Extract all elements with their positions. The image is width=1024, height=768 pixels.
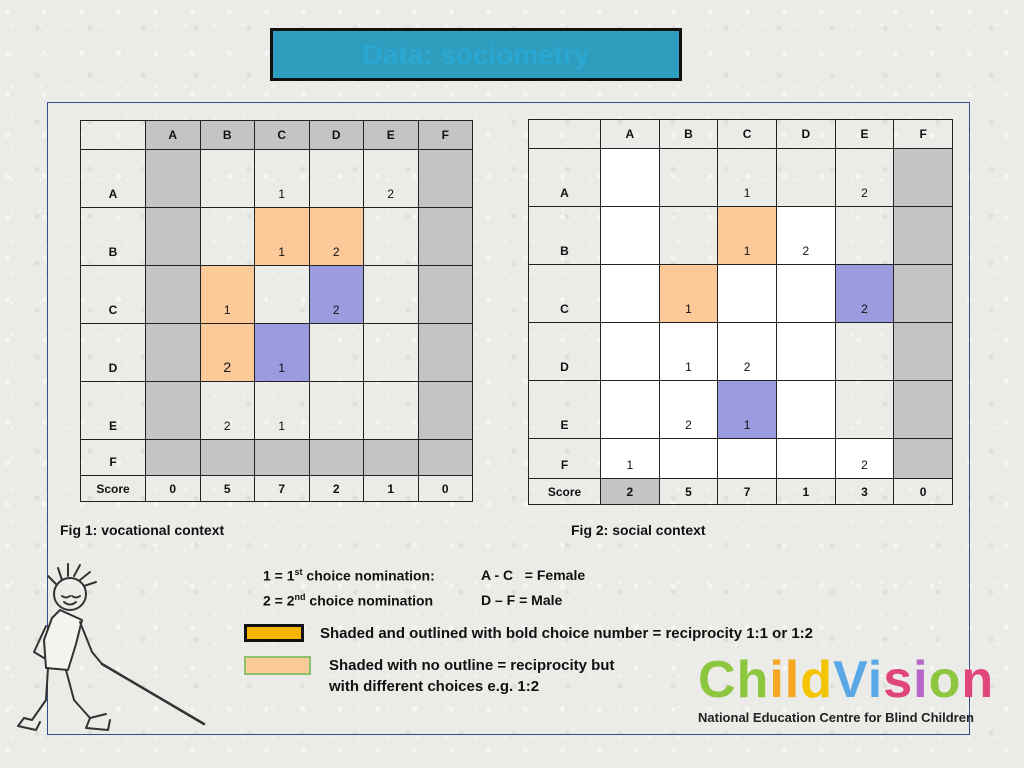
table-cell: 1 xyxy=(718,149,777,207)
table-cell xyxy=(776,439,835,479)
table-cell xyxy=(146,208,201,266)
column-header: E xyxy=(364,121,419,150)
swatch-bold-outline xyxy=(244,624,304,642)
score-cell: 2 xyxy=(601,479,660,505)
table-cell xyxy=(364,208,419,266)
table-cell xyxy=(200,440,255,476)
table-cell xyxy=(894,207,953,265)
logo-letter: V xyxy=(833,651,868,709)
table-row xyxy=(529,381,953,439)
table-cell xyxy=(601,381,660,439)
logo-letter: i xyxy=(913,651,929,709)
table-cell xyxy=(200,150,255,208)
logo-letter: o xyxy=(928,651,962,709)
table-cell: 1 xyxy=(255,208,310,266)
table-cell: 1 xyxy=(718,207,777,265)
score-cell: 5 xyxy=(200,476,255,502)
column-header: E xyxy=(835,120,894,149)
score-cell: 3 xyxy=(835,479,894,505)
column-header: A xyxy=(601,120,660,149)
sociometry-table-social xyxy=(528,119,953,505)
row-label: E xyxy=(529,381,601,439)
table-cell: 2 xyxy=(835,265,894,323)
logo-letter: C xyxy=(698,651,737,709)
table-row xyxy=(81,150,473,208)
table-cell: 2 xyxy=(309,208,364,266)
score-cell: 2 xyxy=(309,476,364,502)
column-header: A xyxy=(146,121,201,150)
logo-letter: l xyxy=(784,651,801,709)
logo-letter: i xyxy=(867,651,884,709)
table-cell xyxy=(364,382,419,440)
table-cell: 1 xyxy=(200,266,255,324)
logo-letter: n xyxy=(961,651,995,709)
legend-bold-outline: Shaded and outlined with bold choice number = reciprocity 1:1 or 1:2 xyxy=(320,625,814,642)
legend-female: A - C = Female xyxy=(481,567,586,583)
score-cell: 5 xyxy=(659,479,718,505)
swatch-no-outline xyxy=(244,656,311,675)
logo-letter: h xyxy=(736,651,770,709)
table-cell xyxy=(601,207,660,265)
legend-first-sup: st xyxy=(294,567,303,577)
table-cell xyxy=(894,265,953,323)
table-cell xyxy=(659,207,718,265)
table-cell xyxy=(309,382,364,440)
column-header xyxy=(529,120,601,149)
legend-male: D – F = Male xyxy=(481,592,563,608)
table-cell: 1 xyxy=(659,265,718,323)
table-cell xyxy=(418,324,473,382)
score-cell: 1 xyxy=(364,476,419,502)
table-cell xyxy=(146,324,201,382)
legend-second-sup: nd xyxy=(294,592,306,602)
table-row xyxy=(529,439,953,479)
table-cell xyxy=(718,265,777,323)
score-label: Score xyxy=(529,479,601,505)
row-label: A xyxy=(81,150,146,208)
column-header: F xyxy=(418,121,473,150)
table-cell xyxy=(776,149,835,207)
column-header: F xyxy=(894,120,953,149)
sociometry-table-vocational xyxy=(80,120,473,502)
blind-child-with-cane-illustration xyxy=(10,560,210,740)
column-header: B xyxy=(659,120,718,149)
table-cell xyxy=(418,382,473,440)
table-row xyxy=(529,149,953,207)
logo-tagline: National Education Centre for Blind Children xyxy=(698,710,974,725)
table-cell xyxy=(601,265,660,323)
row-label: F xyxy=(529,439,601,479)
score-row xyxy=(81,476,473,502)
column-header: D xyxy=(776,120,835,149)
table-cell xyxy=(776,381,835,439)
table-cell xyxy=(255,266,310,324)
column-header: C xyxy=(255,121,310,150)
table-cell xyxy=(146,266,201,324)
table-cell xyxy=(364,324,419,382)
score-cell: 7 xyxy=(255,476,310,502)
table-cell xyxy=(364,266,419,324)
table-cell xyxy=(835,323,894,381)
title-banner xyxy=(270,28,682,81)
score-cell: 7 xyxy=(718,479,777,505)
table-cell: 2 xyxy=(200,324,255,382)
legend-second-prefix: 2 = 2 xyxy=(263,592,295,609)
table-cell: 2 xyxy=(835,149,894,207)
column-header: B xyxy=(200,121,255,150)
legend-second-choice xyxy=(263,592,433,609)
legend-no-outline-line1: Shaded with no outline = reciprocity but xyxy=(329,657,615,674)
table-cell xyxy=(418,208,473,266)
fig1-caption: Fig 1: vocational context xyxy=(60,522,225,538)
table-cell: 1 xyxy=(601,439,660,479)
row-label: D xyxy=(529,323,601,381)
column-header xyxy=(81,121,146,150)
table-cell xyxy=(200,208,255,266)
table-row xyxy=(81,324,473,382)
page-title: Data: sociometry xyxy=(362,38,590,70)
table-cell xyxy=(894,439,953,479)
table-cell: 2 xyxy=(776,207,835,265)
row-label: D xyxy=(81,324,146,382)
table-row xyxy=(529,323,953,381)
childvision-logo xyxy=(698,652,1008,725)
table-cell xyxy=(418,150,473,208)
childvision-wordmark xyxy=(698,652,1008,708)
row-label: E xyxy=(81,382,146,440)
table-cell: 1 xyxy=(255,150,310,208)
table-cell xyxy=(418,266,473,324)
table-row xyxy=(529,207,953,265)
logo-letter: i xyxy=(769,651,785,709)
table-cell xyxy=(894,381,953,439)
logo-letter: s xyxy=(883,651,914,709)
table-row xyxy=(81,266,473,324)
row-label: A xyxy=(529,149,601,207)
table-cell xyxy=(776,265,835,323)
table-cell xyxy=(255,440,310,476)
table-row xyxy=(81,440,473,476)
legend-first-prefix: 1 = 1 xyxy=(263,567,295,584)
table-cell xyxy=(835,381,894,439)
table-cell xyxy=(776,323,835,381)
table-cell xyxy=(146,150,201,208)
table-cell xyxy=(364,440,419,476)
table-cell xyxy=(309,324,364,382)
table-cell: 1 xyxy=(255,324,310,382)
legend-no-outline-line2: with different choices e.g. 1:2 xyxy=(329,678,540,695)
fig2-caption: Fig 2: social context xyxy=(571,522,706,538)
table-cell: 2 xyxy=(200,382,255,440)
table-cell: 2 xyxy=(309,266,364,324)
table-cell: 1 xyxy=(659,323,718,381)
table-cell xyxy=(894,323,953,381)
table-cell: 2 xyxy=(718,323,777,381)
table-row xyxy=(529,265,953,323)
row-label: F xyxy=(81,440,146,476)
table-cell: 2 xyxy=(364,150,419,208)
table-cell xyxy=(146,440,201,476)
logo-letter: d xyxy=(800,651,833,709)
table-cell xyxy=(601,149,660,207)
table-row xyxy=(81,382,473,440)
table-cell xyxy=(309,150,364,208)
table-cell xyxy=(601,323,660,381)
table-cell: 1 xyxy=(255,382,310,440)
legend-first-suffix: choice nomination: xyxy=(302,567,435,584)
table-cell: 2 xyxy=(659,381,718,439)
table-cell xyxy=(894,149,953,207)
row-label: B xyxy=(529,207,601,265)
column-header: C xyxy=(718,120,777,149)
row-label: C xyxy=(81,266,146,324)
table-cell xyxy=(146,382,201,440)
legend-second-suffix: choice nomination xyxy=(305,592,434,609)
table-cell xyxy=(659,149,718,207)
score-row xyxy=(529,479,953,505)
score-cell: 0 xyxy=(894,479,953,505)
table-cell xyxy=(418,440,473,476)
score-cell: 0 xyxy=(146,476,201,502)
legend-first-choice xyxy=(263,567,435,584)
score-label: Score xyxy=(81,476,146,502)
table-cell xyxy=(659,439,718,479)
score-cell: 1 xyxy=(776,479,835,505)
score-cell: 0 xyxy=(418,476,473,502)
table-cell: 1 xyxy=(718,381,777,439)
table-cell: 2 xyxy=(835,439,894,479)
column-header: D xyxy=(309,121,364,150)
table-cell xyxy=(309,440,364,476)
table-cell xyxy=(718,439,777,479)
table-row xyxy=(81,208,473,266)
table-cell xyxy=(835,207,894,265)
row-label: C xyxy=(529,265,601,323)
row-label: B xyxy=(81,208,146,266)
